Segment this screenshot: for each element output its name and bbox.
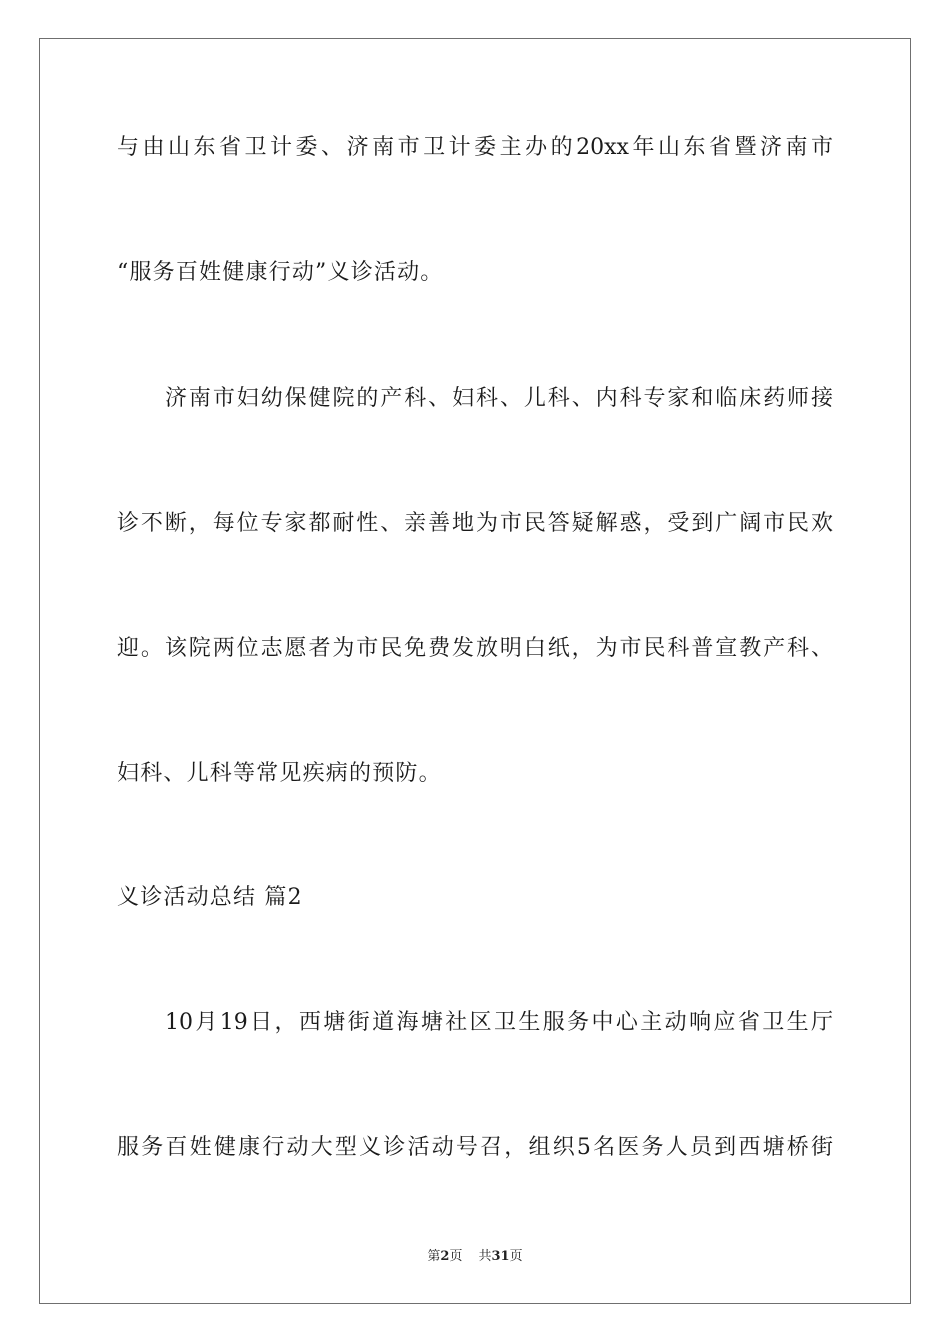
body-line-7: 10月19日，西塘街道海塘社区卫生服务中心主动响应省卫生厅: [165, 1010, 833, 1035]
page-suffix: 页: [449, 1249, 463, 1264]
body-line-4: 诊不断，每位专家都耐性、亲善地为市民答疑解惑，受到广阔市民欢: [117, 511, 833, 536]
body-line-3: 济南市妇幼保健院的产科、妇科、儿科、内科专家和临床药师接: [165, 386, 833, 411]
section-heading: 义诊活动总结 篇2: [117, 885, 303, 910]
total-prefix: 共: [478, 1249, 492, 1264]
body-line-2: “服务百姓健康行动”义诊活动。: [117, 260, 444, 285]
total-pages: 31: [491, 1249, 510, 1264]
page-prefix: 第: [427, 1249, 441, 1264]
page-number: 2: [440, 1249, 450, 1264]
total-suffix: 页: [509, 1249, 523, 1264]
page-border: [39, 38, 911, 1304]
body-line-5: 迎。该院两位志愿者为市民免费发放明白纸，为市民科普宣教产科、: [117, 636, 833, 661]
page-footer: [0, 1248, 950, 1266]
body-line-1: 与由山东省卫计委、济南市卫计委主办的20xx年山东省暨济南市: [117, 135, 833, 160]
body-line-6: 妇科、儿科等常见疾病的预防。: [117, 761, 442, 786]
body-line-8: 服务百姓健康行动大型义诊活动号召，组织5名医务人员到西塘桥街: [117, 1135, 833, 1160]
